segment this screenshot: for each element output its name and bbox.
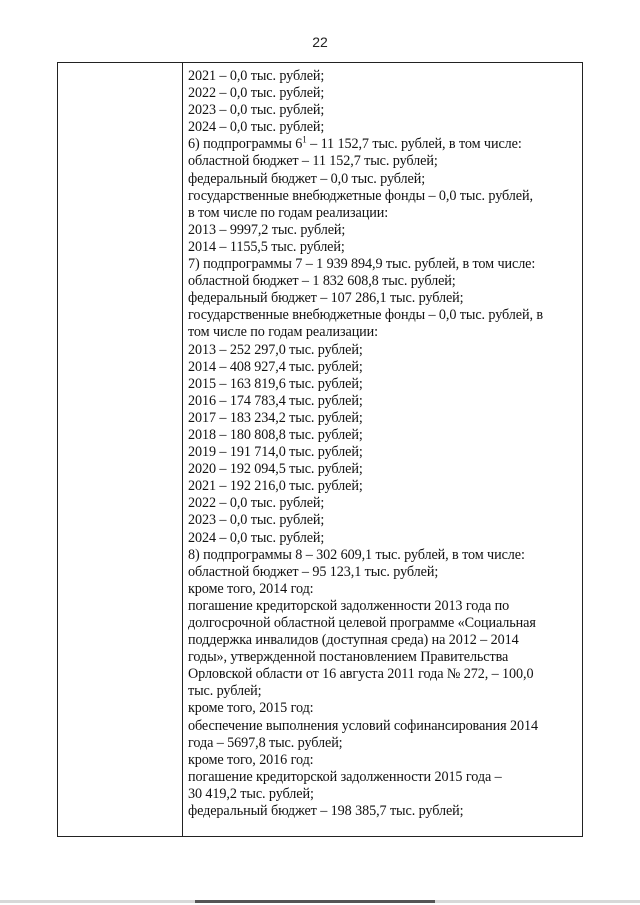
text-line: 2022 – 0,0 тыс. рублей; [188,495,325,512]
text-line: 2018 – 180 808,8 тыс. рублей; [188,426,363,443]
text-line: погашение кредиторской задолженности 2015 года – [188,768,502,785]
text-line: 7) подпрограммы 7 – 1 939 894,9 тыс. рублей, в том числе: [188,256,536,273]
subprogram-6-heading-start: 6) подпрограммы 6 [188,136,303,153]
text-line: годы», утвержденной постановлением Правительства [188,649,509,666]
text-line: 2014 – 1155,5 тыс. рублей; [188,238,345,255]
text-line: 2016 – 174 783,4 тыс. рублей; [188,392,363,409]
text-line: погашение кредиторской задолженности 2013 года по [188,597,510,614]
document-table [57,62,583,837]
text-line: Орловской области от 16 августа 2011 года № 272, – 100,0 [188,666,534,683]
text-line: обеспечение выполнения условий софинансирования 2014 [188,717,539,734]
page-number: 22 [312,34,328,50]
text-line: 30 419,2 тыс. рублей; [188,785,314,802]
table-right-cell [183,63,582,836]
text-line: том числе по годам реализации: [188,324,379,341]
text-line: областной бюджет – 11 152,7 тыс. рублей; [188,153,438,170]
text-line: государственные внебюджетные фонды – 0,0 тыс. рублей, [188,187,533,204]
table-left-cell [58,63,183,836]
text-line: 2021 – 0,0 тыс. рублей; [188,68,325,84]
text-line: федеральный бюджет – 0,0 тыс. рублей; [188,170,426,187]
subprogram-6-heading-end: – 11 152,7 тыс. рублей, в том числе: [306,136,522,153]
text-line: кроме того, 2014 год: [188,580,314,597]
text-line: федеральный бюджет – 107 286,1 тыс. рублей; [188,290,464,307]
text-line: 2021 – 192 216,0 тыс. рублей; [188,478,363,495]
subprogram-6-superscript: 1 [302,134,307,145]
text-line: 2015 – 163 819,6 тыс. рублей; [188,375,363,392]
subprogram-6-heading [188,136,576,153]
text-line: кроме того, 2015 год: [188,700,314,717]
text-line: 8) подпрограммы 8 – 302 609,1 тыс. рублей, в том числе: [188,546,525,563]
text-line: государственные внебюджетные фонды – 0,0 тыс. рублей, в [188,307,543,324]
text-line: 2024 – 0,0 тыс. рублей; [188,529,325,546]
text-line: кроме того, 2016 год: [188,751,314,768]
scan-bottom-edge [0,900,640,903]
text-line: долгосрочной областной целевой программе «Социальная [188,615,536,631]
text-line: года – 5697,8 тыс. рублей; [188,734,343,751]
text-line: 2014 – 408 927,4 тыс. рублей; [188,358,363,375]
text-line: 2022 – 0,0 тыс. рублей; [188,85,325,102]
text-line: 2019 – 191 714,0 тыс. рублей; [188,444,363,461]
text-line: 2013 – 252 297,0 тыс. рублей; [188,341,363,358]
text-line: 2013 – 9997,2 тыс. рублей; [188,221,346,238]
text-line: областной бюджет – 95 123,1 тыс. рублей; [188,563,439,580]
text-line: поддержка инвалидов (доступная среда) на 2012 – 2014 [188,632,519,649]
text-line: 2020 – 192 094,5 тыс. рублей; [188,461,363,478]
scan-bottom-edge-dark [195,900,435,903]
text-line: 2023 – 0,0 тыс. рублей; [188,512,325,529]
text-line: областной бюджет – 1 832 608,8 тыс. рублей; [188,273,456,290]
text-line: 2023 – 0,0 тыс. рублей; [188,102,325,119]
text-line: тыс. рублей; [188,683,262,700]
text-line: 2017 – 183 234,2 тыс. рублей; [188,409,363,426]
text-line: 2024 – 0,0 тыс. рублей; [188,119,325,136]
text-line: в том числе по годам реализации: [188,204,389,221]
text-line: федеральный бюджет – 198 385,7 тыс. рублей; [188,803,464,820]
